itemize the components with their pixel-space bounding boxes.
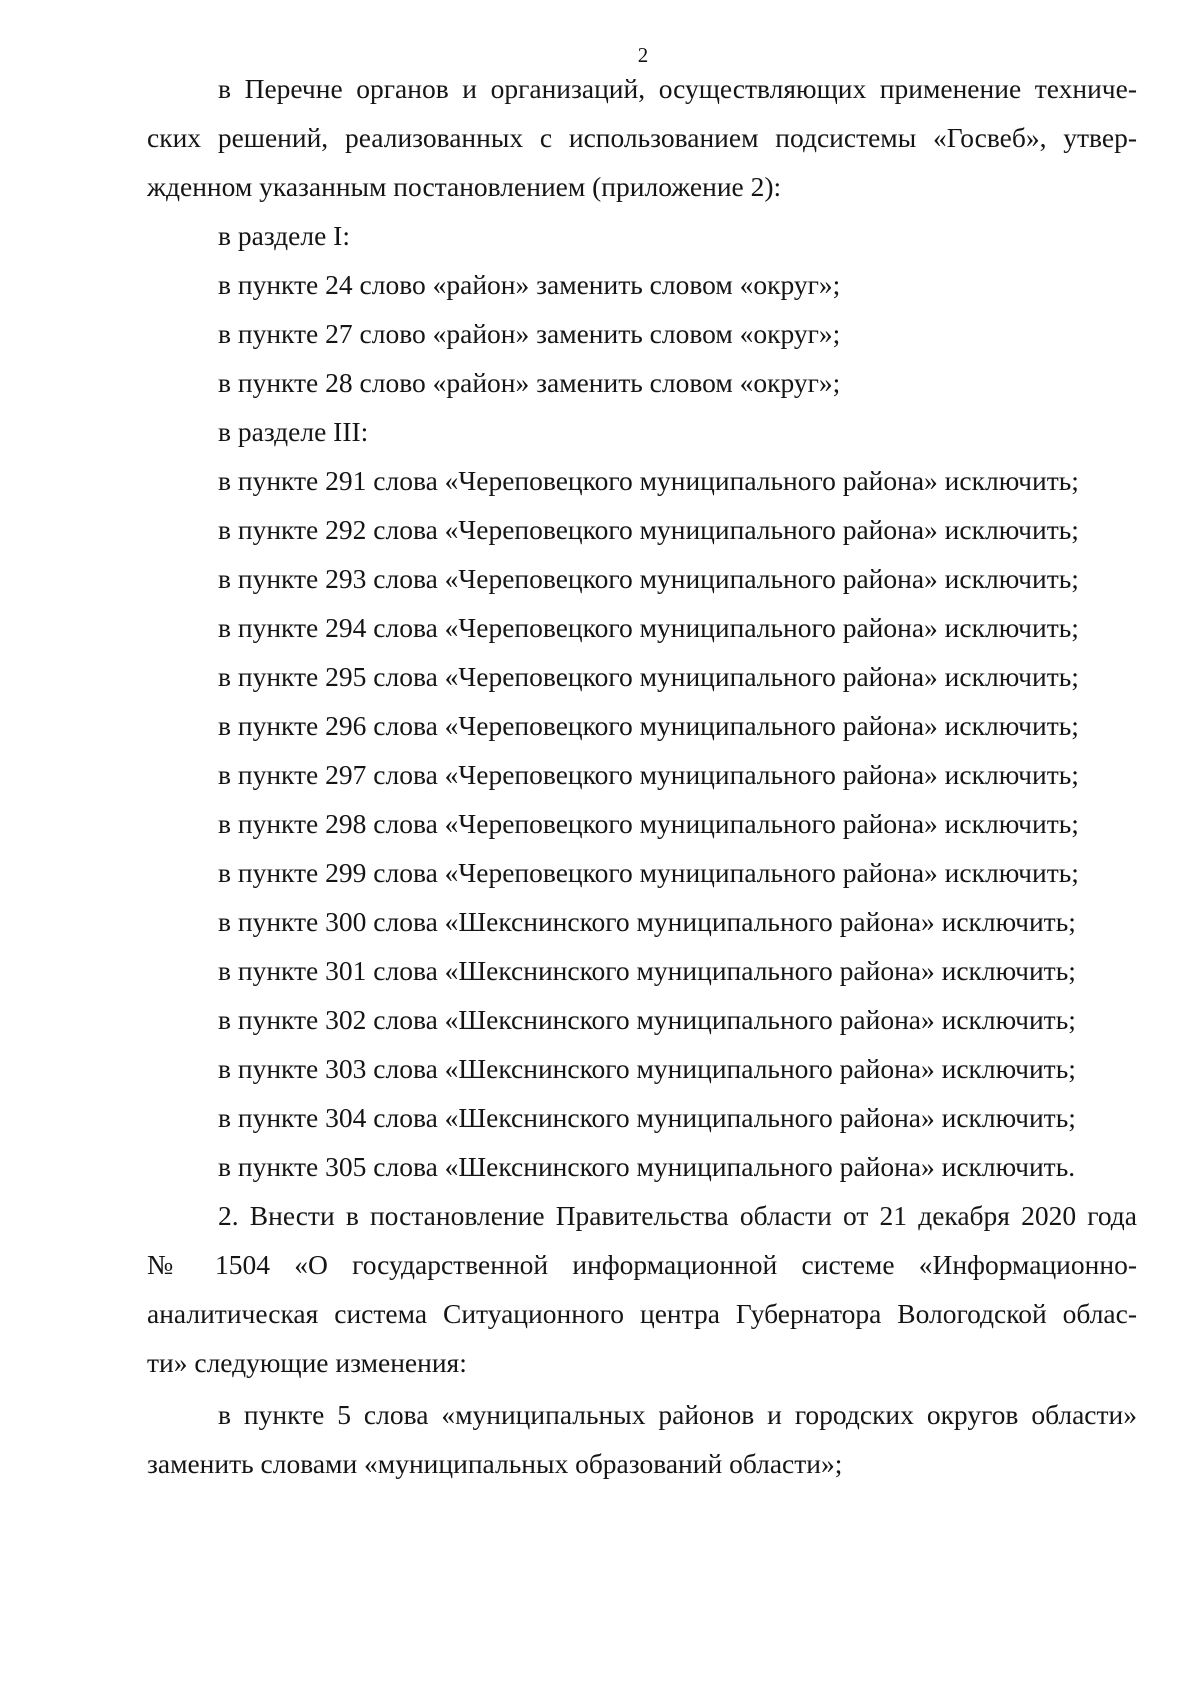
clause-two-line-4: ти» следующие изменения:: [147, 1347, 467, 1378]
list-item: в пункте 296 слова «Череповецкого муниципального района» исключить;: [218, 710, 1079, 741]
list-item: в пункте 302 слова «Шекснинского муниципального района» исключить;: [218, 1004, 1076, 1035]
document-body: [147, 64, 1137, 1488]
section-one-heading: в разделе I:: [218, 220, 350, 251]
clause-two-item-line-2: заменить словами «муниципальных образований области»;: [147, 1448, 843, 1479]
intro-line-3: жденном указанным постановлением (приложение 2):: [147, 171, 782, 202]
list-item: в пункте 297 слова «Череповецкого муниципального района» исключить;: [218, 759, 1079, 790]
list-item: в пункте 299 слова «Череповецкого муниципального района» исключить;: [218, 857, 1079, 888]
list-item: в пункте 304 слова «Шекснинского муниципального района» исключить;: [218, 1102, 1076, 1133]
section-three-heading: в разделе III:: [218, 416, 369, 447]
clause-two-line-3: аналитическая система Ситуационного центра Губернатора Вологодской облас-: [147, 1298, 1137, 1329]
list-item: в пункте 301 слова «Шекснинского муниципального района» исключить;: [218, 955, 1076, 986]
intro-line-2: ских решений, реализованных с использованием подсистемы «Госвеб», утвер-: [147, 122, 1137, 153]
clause-two-item: [147, 1390, 1137, 1488]
list-item: в пункте 305 слова «Шекснинского муниципального района» исключить.: [218, 1151, 1076, 1182]
list-item: в пункте 24 слово «район» заменить словом «округ»;: [218, 269, 841, 300]
list-item: в пункте 291 слова «Череповецкого муниципального района» исключить;: [218, 465, 1079, 496]
clause-two-item-line-1: в пункте 5 слова «муниципальных районов и городских округов области»: [218, 1399, 1137, 1430]
list-item: в пункте 27 слово «район» заменить словом «округ»;: [218, 318, 841, 349]
list-item: в пункте 300 слова «Шекснинского муниципального района» исключить;: [218, 906, 1076, 937]
clause-two: [147, 1191, 1137, 1387]
intro-paragraph: [147, 64, 1137, 211]
list-item: в пункте 293 слова «Череповецкого муниципального района» исключить;: [218, 563, 1079, 594]
section-three: [147, 407, 1137, 1191]
page-number: 2: [637, 43, 649, 67]
clause-two-line-1: 2. Внести в постановление Правительства области от 21 декабря 2020 года: [218, 1200, 1137, 1231]
list-item: в пункте 292 слова «Череповецкого муниципального района» исключить;: [218, 514, 1079, 545]
clause-two-line-2: № 1504 «О государственной информационной системе «Информационно-: [147, 1249, 1137, 1280]
list-item: в пункте 28 слово «район» заменить словом «округ»;: [218, 367, 841, 398]
section-one: [147, 211, 1137, 407]
intro-line-1: в Перечне органов и организаций, осуществляющих применение техниче-: [218, 73, 1137, 104]
list-item: в пункте 294 слова «Череповецкого муниципального района» исключить;: [218, 612, 1079, 643]
list-item: в пункте 295 слова «Череповецкого муниципального района» исключить;: [218, 661, 1079, 692]
list-item: в пункте 303 слова «Шекснинского муниципального района» исключить;: [218, 1053, 1076, 1084]
list-item: в пункте 298 слова «Череповецкого муниципального района» исключить;: [218, 808, 1079, 839]
